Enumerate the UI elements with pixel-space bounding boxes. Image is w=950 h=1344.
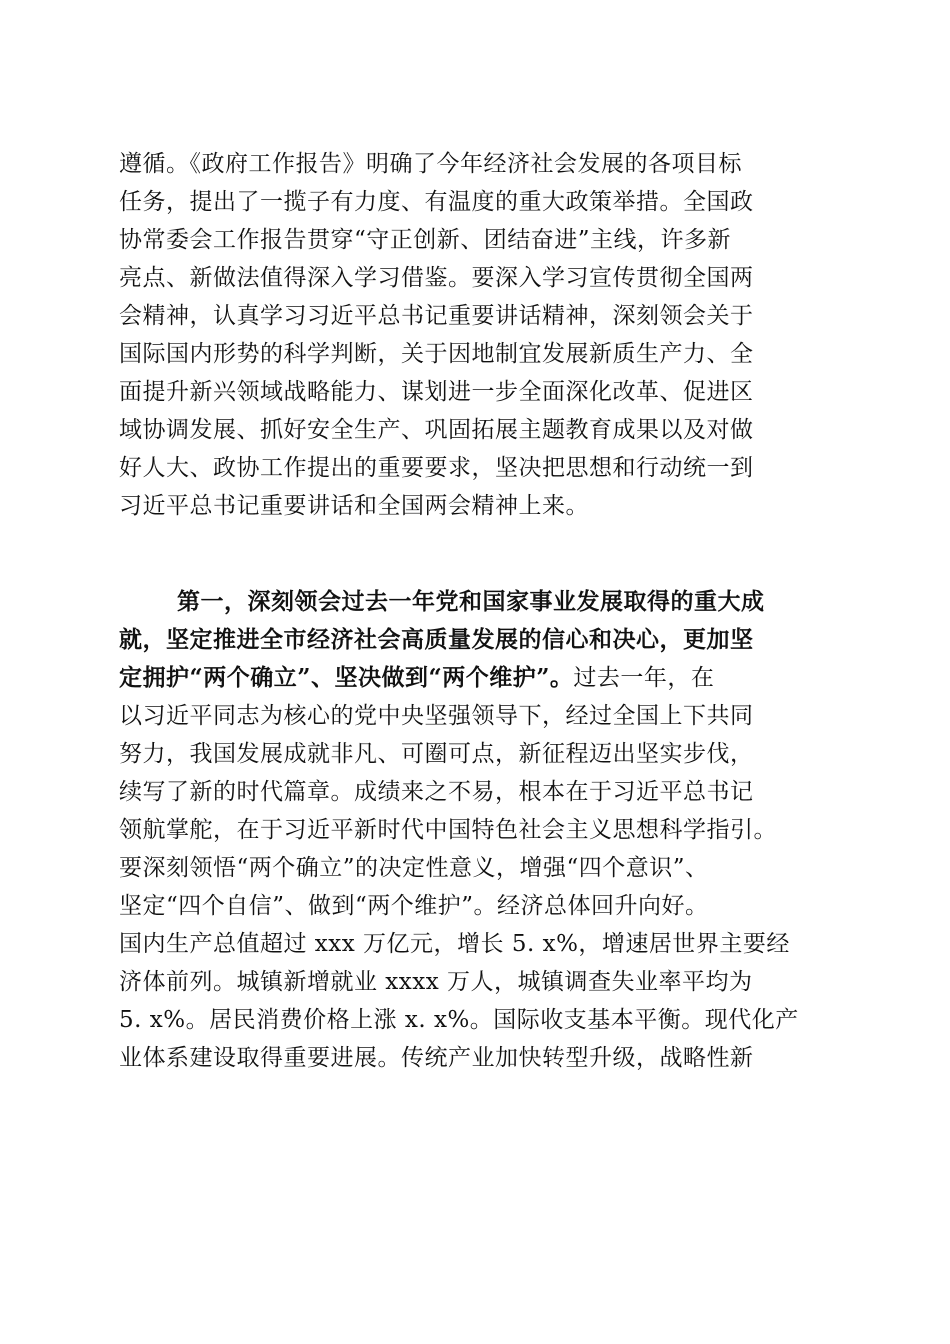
text-line-19: 坚定“四个自信”、做到“两个维护”。经济总体回升向好。 — [119, 893, 709, 919]
text-line-4: 亮点、新做法值得深入学习借鉴。要深入学习宣传贯彻全国两 — [119, 265, 754, 291]
text-line-22: 5. x%。居民消费价格上涨 x. x%。国际收支基本平衡。现代化产 — [119, 1007, 799, 1033]
text-line-2: 任务，提出了一揽子有力度、有温度的重大政策举措。全国政 — [119, 189, 754, 215]
heading-line-2: 就，坚定推进全市经济社会高质量发展的信心和决心，更加坚 — [119, 626, 754, 653]
text-line-5: 会精神，认真学习习近平总书记重要讲话精神，深刻领会关于 — [119, 303, 754, 329]
text-line-7: 面提升新兴领域战略能力、谋划进一步全面深化改革、促进区 — [119, 379, 754, 405]
text-line-15: 努力，我国发展成就非凡、可圈可点，新征程迈出坚实步伐， — [119, 741, 754, 767]
heading-line-1: 第一，深刻领会过去一年党和国家事业发展取得的重大成 — [177, 588, 765, 615]
text-line-18: 要深刻领悟“两个确立”的决定性意义，增强“四个意识”、 — [119, 855, 709, 881]
text-line-3: 协常委会工作报告贯穿“守正创新、团结奋进”主线，许多新 — [119, 227, 732, 253]
text-line-20: 国内生产总值超过 xxx 万亿元，增长 5. x%，增速居世界主要经 — [119, 931, 790, 957]
text-line-21: 济体前列。城镇新增就业 xxxx 万人，城镇调查失业率平均为 — [119, 969, 753, 995]
text-line-9: 好人大、政协工作提出的重要要求，坚决把思想和行动统一到 — [119, 455, 754, 481]
text-line-8: 域协调发展、抓好安全生产、巩固拓展主题教育成果以及对做 — [119, 417, 754, 443]
text-line-1: 遵循。《政府工作报告》明确了今年经济社会发展的各项目标 — [119, 151, 742, 177]
text-line-6: 国际国内形势的科学判断，关于因地制宜发展新质生产力、全 — [119, 341, 754, 367]
text-line-10: 习近平总书记重要讲话和全国两会精神上来。 — [119, 493, 589, 519]
text-line-23: 业体系建设取得重要进展。传统产业加快转型升级，战略性新 — [119, 1045, 754, 1071]
text-line-17: 领航掌舵，在于习近平新时代中国特色社会主义思想科学指引。 — [119, 817, 777, 843]
text-line-13 — [119, 660, 714, 696]
text-line-13-rest: 过去一年，在 — [573, 665, 715, 691]
text-line-14: 以习近平同志为核心的党中央坚强领导下，经过全国上下共同 — [119, 703, 754, 729]
text-line-16: 续写了新的时代篇章。成绩来之不易，根本在于习近平总书记 — [119, 779, 754, 805]
heading-line-3: 定拥护“两个确立”、坚决做到“两个维护”。 — [119, 664, 574, 691]
